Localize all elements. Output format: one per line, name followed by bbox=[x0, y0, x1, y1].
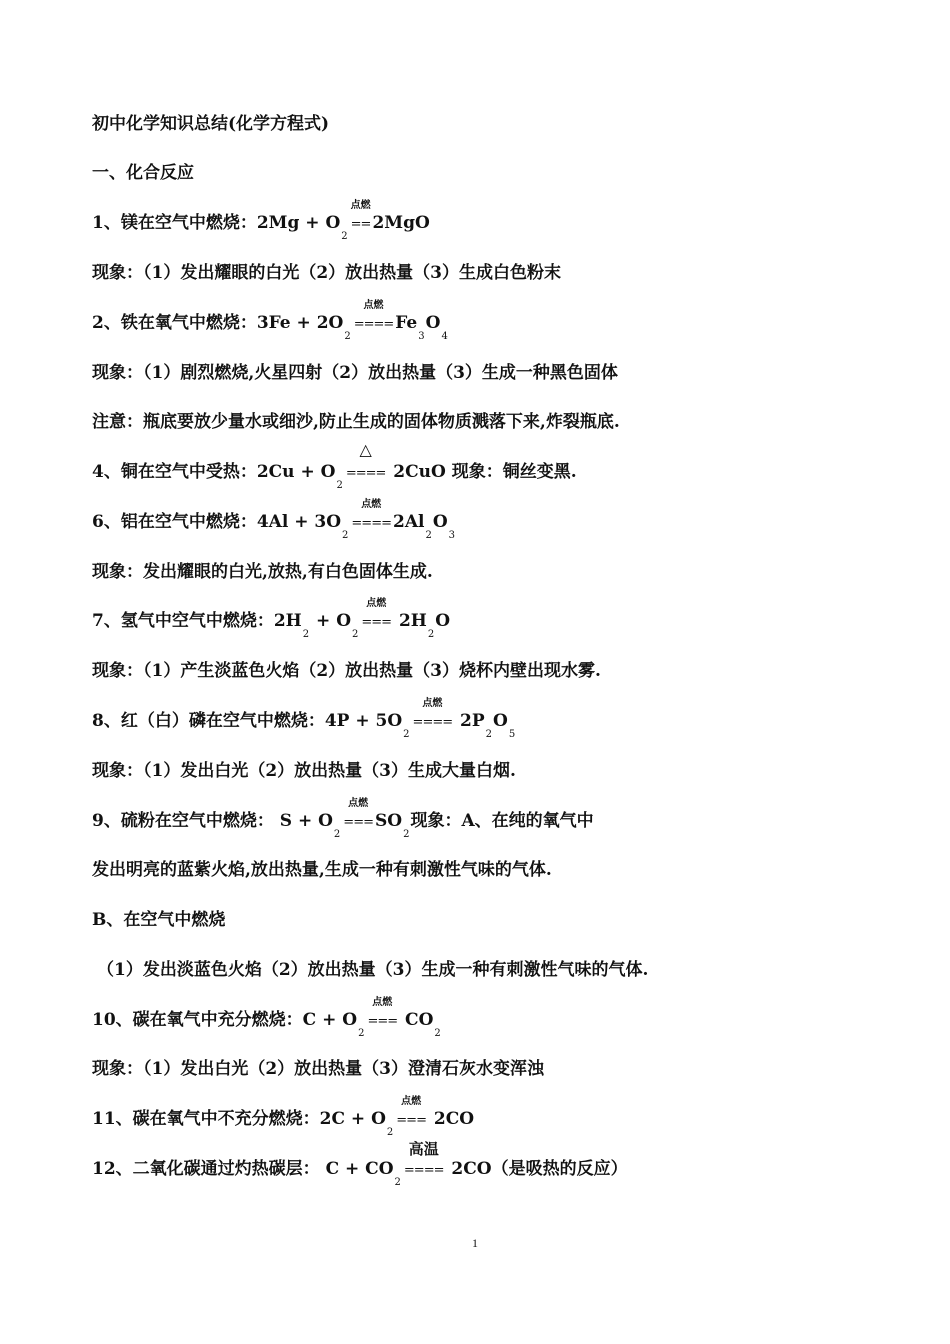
observation-text: 现象：（1）发出白光（2）放出热量（3）生成大量白烟. bbox=[92, 761, 516, 781]
observation-text: 现象：（1）发出白光（2）放出热量（3）澄清石灰水变浑浊 bbox=[92, 1059, 544, 1079]
note-text: 注意：瓶底要放少量水或细沙,防止生成的固体物质溅落下来,炸裂瓶底. bbox=[92, 412, 620, 432]
subscript: 2 bbox=[341, 231, 348, 242]
page-number: 1 bbox=[472, 1236, 478, 1250]
reaction-condition bbox=[350, 200, 371, 236]
reaction-condition bbox=[367, 997, 398, 1033]
reaction-condition bbox=[412, 698, 453, 734]
equals-sign: ==== bbox=[403, 1163, 444, 1178]
subscript: 5 bbox=[508, 729, 516, 740]
equals-sign: ==== bbox=[353, 317, 394, 332]
subscript: 2 bbox=[403, 729, 410, 740]
condition-label: 点燃 bbox=[350, 200, 371, 211]
subscript: 2 bbox=[302, 629, 310, 640]
condition-label: 点燃 bbox=[366, 598, 387, 609]
condition-label: 点燃 bbox=[348, 798, 369, 809]
condition-label: 点燃 bbox=[422, 698, 443, 709]
equals-sign: == bbox=[350, 217, 371, 232]
equation-line-2 bbox=[92, 300, 449, 342]
subscript: 3 bbox=[418, 331, 425, 342]
equation-line-1 bbox=[92, 200, 430, 242]
note-line bbox=[92, 411, 620, 433]
equation-line-8 bbox=[92, 698, 516, 740]
condition-label: 点燃 bbox=[372, 997, 393, 1008]
condition-label: 点燃 bbox=[401, 1096, 422, 1107]
equals-sign: ==== bbox=[412, 715, 453, 730]
equals-sign: === bbox=[361, 615, 392, 630]
equation-text: 现象：A、在纯的氧气中 bbox=[410, 811, 594, 831]
equation-text: O bbox=[425, 313, 441, 333]
observation-text: 发出明亮的蓝紫火焰,放出热量,生成一种有刺激性气味的气体. bbox=[92, 860, 552, 880]
reaction-condition bbox=[403, 1140, 444, 1182]
equation-text: SO bbox=[374, 811, 403, 831]
subscript: 2 bbox=[358, 1028, 365, 1039]
equation-line-11 bbox=[92, 1096, 475, 1138]
equation-text: 10、碳在氧气中充分燃烧：C + O bbox=[92, 1010, 358, 1030]
equation-text: Fe bbox=[395, 313, 418, 333]
subscript: 2 bbox=[403, 829, 410, 840]
equals-sign: === bbox=[343, 815, 373, 830]
observation-text: 现象：发出耀眼的白光,放热,有白色固体生成. bbox=[92, 562, 433, 582]
heat-triangle-icon: △ bbox=[359, 440, 372, 459]
equation-text: 2CuO 现象：铜丝变黑. bbox=[387, 462, 577, 482]
equation-text: 11、碳在氧气中不充分燃烧：2C + O bbox=[92, 1109, 386, 1129]
equation-text: CO bbox=[399, 1010, 434, 1030]
observation-text: 现象：（1）发出耀眼的白光（2）放出热量（3）生成白色粉末 bbox=[92, 263, 561, 283]
subscript: 2 bbox=[394, 1177, 401, 1188]
equals-sign: === bbox=[367, 1014, 398, 1029]
condition-label: 高温 bbox=[408, 1140, 439, 1158]
equation-text: 2MgO bbox=[372, 213, 430, 233]
observation-line bbox=[92, 760, 516, 782]
reaction-condition bbox=[343, 798, 373, 834]
equals-sign: ==== bbox=[351, 516, 391, 531]
equation-text: 2P bbox=[454, 711, 485, 731]
equation-text: O bbox=[432, 512, 448, 532]
equation-text: 2、铁在氧气中燃烧：3Fe + 2O bbox=[92, 313, 344, 333]
equation-text: 2Al bbox=[392, 512, 425, 532]
section-heading-text: 一、化合反应 bbox=[92, 163, 194, 183]
condition-label: 点燃 bbox=[361, 499, 382, 510]
observation-line bbox=[92, 859, 552, 881]
observation-line bbox=[92, 660, 601, 682]
reaction-condition bbox=[361, 598, 392, 634]
equation-text: 8、红（白）磷在空气中燃烧：4P + 5O bbox=[92, 711, 403, 731]
equation-text: + O bbox=[310, 611, 351, 631]
equation-text: 4、铜在空气中受热：2Cu + O bbox=[92, 462, 336, 482]
section-heading bbox=[92, 162, 194, 184]
equation-text: 12、二氧化碳通过灼热碳层： C + CO bbox=[92, 1159, 394, 1179]
equation-line-10 bbox=[92, 997, 442, 1039]
observation-line bbox=[92, 909, 225, 931]
equation-line-9 bbox=[92, 798, 594, 840]
equals-sign: === bbox=[396, 1113, 426, 1128]
equation-text: 7、氢气中空气中燃烧：2H bbox=[92, 611, 302, 631]
subscript: 2 bbox=[485, 729, 493, 740]
document-title bbox=[92, 113, 329, 135]
equation-text: 2H bbox=[393, 611, 427, 631]
observation-line bbox=[92, 561, 433, 583]
equation-text: 9、硫粉在空气中燃烧： S + O bbox=[92, 811, 333, 831]
equation-line-7 bbox=[92, 598, 451, 640]
title-text: 初中化学知识总结(化学方程式) bbox=[92, 114, 330, 134]
equation-line-6 bbox=[92, 499, 456, 541]
subscript: 2 bbox=[425, 530, 432, 541]
equation-text: 1、镁在空气中燃烧：2Mg + O bbox=[92, 213, 341, 233]
equation-line-4 bbox=[92, 440, 577, 491]
condition-label: 点燃 bbox=[363, 300, 384, 311]
equation-text: O bbox=[435, 611, 451, 631]
observation-text: 现象：（1）产生淡蓝色火焰（2）放出热量（3）烧杯内壁出现水雾. bbox=[92, 661, 601, 681]
subscript: 2 bbox=[434, 1028, 441, 1039]
reaction-condition bbox=[353, 300, 394, 336]
subscript: 2 bbox=[386, 1127, 394, 1138]
subscript: 2 bbox=[344, 331, 351, 342]
reaction-condition bbox=[396, 1096, 426, 1132]
equation-text: 2CO（是吸热的反应） bbox=[445, 1159, 628, 1179]
equation-text: 6、铝在空气中燃烧：4Al + 3O bbox=[92, 512, 342, 532]
subscript: 2 bbox=[427, 629, 435, 640]
reaction-condition bbox=[345, 440, 386, 485]
observation-text: （1）发出淡蓝色火焰（2）放出热量（3）生成一种有刺激性气味的气体. bbox=[97, 960, 649, 980]
equation-text: 2CO bbox=[427, 1109, 475, 1129]
observation-line bbox=[97, 959, 648, 981]
observation-line bbox=[92, 1058, 544, 1080]
subscript: 2 bbox=[352, 629, 359, 640]
equals-sign: ==== bbox=[345, 466, 386, 481]
observation-text: B、在空气中燃烧 bbox=[92, 910, 226, 930]
subscript: 2 bbox=[333, 829, 341, 840]
subscript: 2 bbox=[336, 480, 343, 491]
reaction-condition bbox=[351, 499, 391, 535]
observation-text: 现象：（1）剧烈燃烧,火星四射（2）放出热量（3）生成一种黑色固体 bbox=[92, 363, 618, 383]
equation-text: O bbox=[493, 711, 508, 731]
subscript: 4 bbox=[441, 331, 448, 342]
subscript: 2 bbox=[342, 530, 349, 541]
observation-line bbox=[92, 362, 618, 384]
equation-line-12 bbox=[92, 1140, 628, 1188]
subscript: 3 bbox=[448, 530, 456, 541]
observation-line bbox=[92, 262, 561, 284]
